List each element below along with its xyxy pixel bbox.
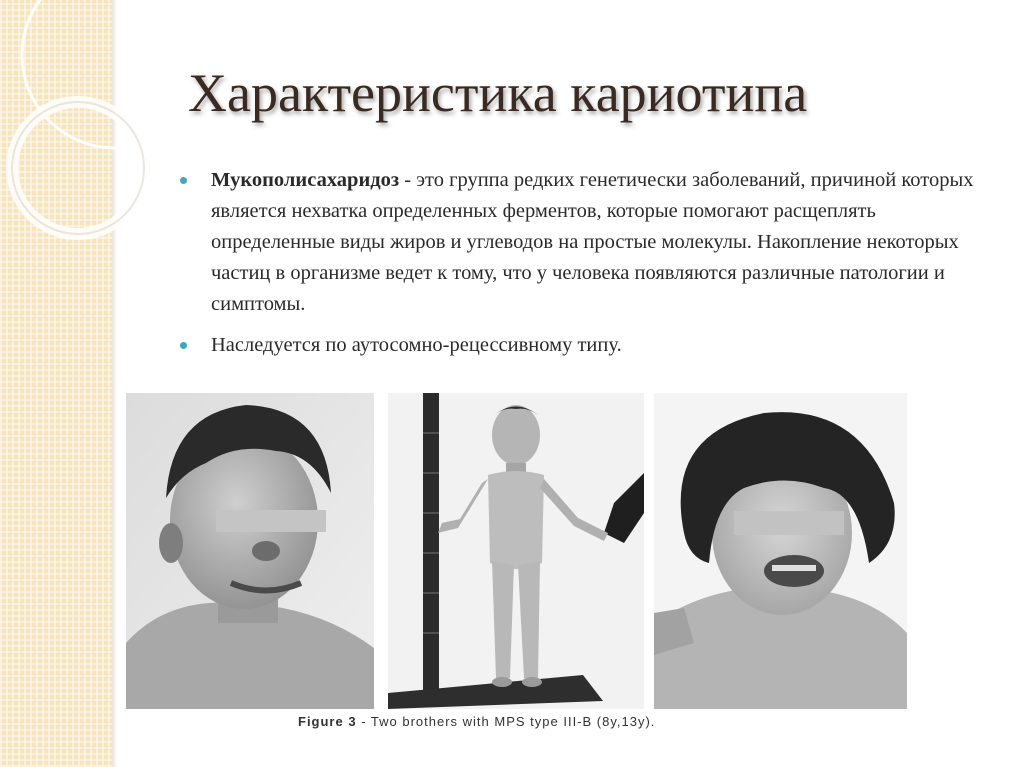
figure-photos xyxy=(126,393,907,709)
bullet-item-inheritance xyxy=(178,330,988,361)
bullet-list xyxy=(178,165,988,361)
photo-portrait-right xyxy=(654,393,907,709)
term-bold: Мукополисахаридоз xyxy=(211,169,400,191)
figure-label: Figure 3 xyxy=(298,714,357,729)
bullet-dot-icon xyxy=(180,342,187,349)
photo-portrait-left xyxy=(126,393,374,709)
slide-title: Характеристика кариотипа xyxy=(188,63,808,123)
inheritance-text: Наследуется по аутосомно-рецессивному типу. xyxy=(211,334,622,356)
decorative-rings-icon xyxy=(0,0,200,300)
figure-caption xyxy=(298,714,655,729)
bullet-item-definition xyxy=(178,165,988,320)
figure-caption-text: - Two brothers with MPS type III-B (8y,13y). xyxy=(356,714,656,729)
bullet-dot-icon xyxy=(180,177,187,184)
definition-text: - это группа редких генетически заболеваний, причиной которых является нехватка определенных ферментов, которые помогают расщеплять определенные виды жиров и углеводов на простые молекулы. Накопление некоторых частиц в организме ведет к тому, что у человека появляются различные патологии и симптомы. xyxy=(211,169,974,315)
photo-fullbody-center xyxy=(388,393,644,709)
